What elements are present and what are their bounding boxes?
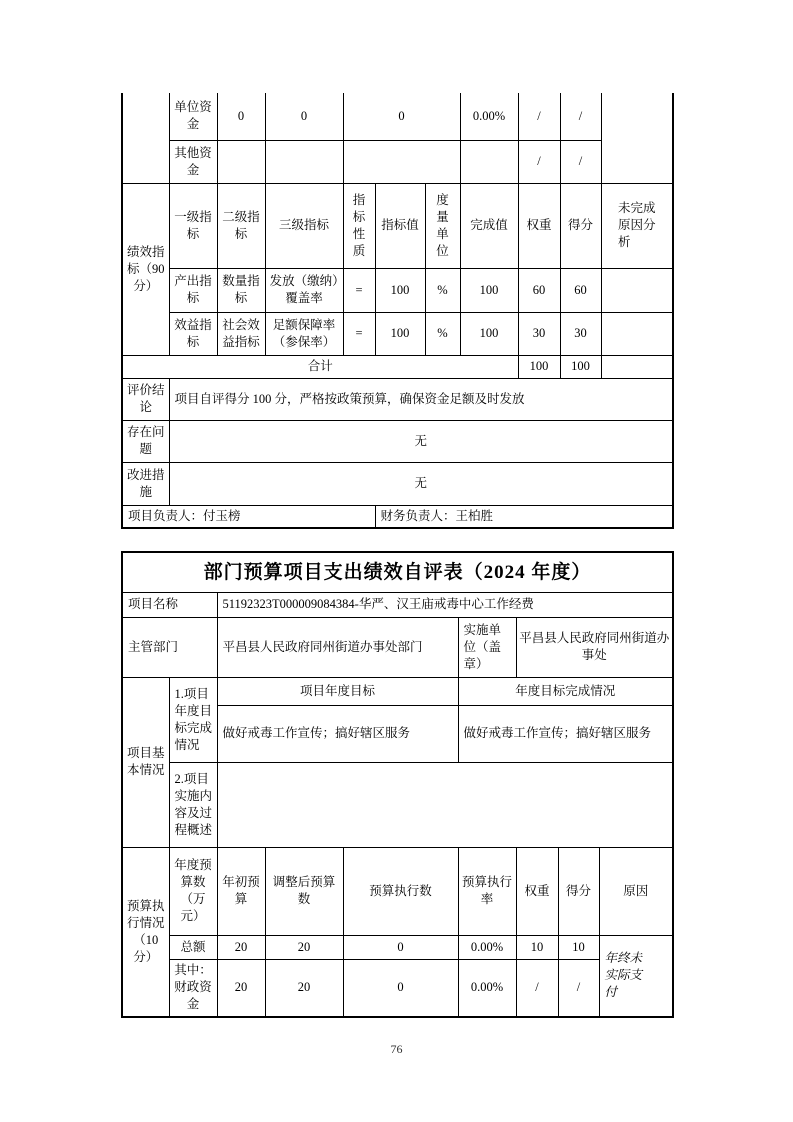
rate-header-cell: 预算执行率 <box>458 847 516 935</box>
page-number: 76 <box>390 1042 403 1056</box>
score-header-cell: 得分 <box>558 847 599 935</box>
unfinished-header-text: 未完成原因分析 <box>618 201 656 249</box>
total-score-cell: 100 <box>560 355 601 378</box>
other-funds-score-cell: / <box>560 140 601 183</box>
unit-funds-label-cell: 单位资金 <box>169 93 217 140</box>
output-level1-cell: 产出指标 <box>169 268 217 312</box>
table-row <box>122 505 673 528</box>
table-title: 部门预算项目支出绩效自评表（2024 年度） <box>122 552 673 592</box>
output-score-cell: 60 <box>560 268 601 312</box>
other-funds-initial-cell <box>217 140 265 183</box>
impl-unit-value-cell: 平昌县人民政府同州街道办事处 <box>516 617 673 677</box>
total-executed-cell: 0 <box>343 935 458 959</box>
value-header-cell: 指标值 <box>375 183 425 268</box>
benefit-nature-cell: = <box>343 312 375 355</box>
goal-header-cell: 项目年度目标 <box>217 677 458 705</box>
level1-header-cell: 一级指标 <box>169 183 217 268</box>
table-row <box>122 552 673 592</box>
output-value-cell: 100 <box>375 268 425 312</box>
table-row <box>122 378 673 420</box>
output-level2-cell: 数量指标 <box>217 268 265 312</box>
adjusted-budget-header-cell: 调整后预算数 <box>265 847 343 935</box>
benefit-weight-cell: 30 <box>518 312 560 355</box>
fiscal-score-cell: / <box>558 959 599 1017</box>
benefit-level1-cell: 效益指标 <box>169 312 217 355</box>
fiscal-adjusted-cell: 20 <box>265 959 343 1017</box>
project-name-label-cell: 项目名称 <box>122 592 217 617</box>
unit-funds-initial-cell: 0 <box>217 93 265 140</box>
project-lead-cell: 项目负责人：付玉榜 <box>122 505 375 528</box>
impl-unit-label-cell <box>458 617 516 677</box>
project-name-value-cell: 51192323T000009084384-华严、汉王庙戒毒中心工作经费 <box>217 592 673 617</box>
funding-reason-cell <box>601 93 673 183</box>
table-row <box>122 268 673 312</box>
budget-reason-note-cell <box>599 935 673 1017</box>
total-label-cell: 合计 <box>122 355 518 378</box>
fiscal-initial-cell: 20 <box>217 959 265 1017</box>
output-nature-cell: = <box>343 268 375 312</box>
goal-label-cell: 1.项目年度目标完成情况 <box>169 677 217 762</box>
performance-section-label-cell: 绩效指标（90 分） <box>122 183 169 355</box>
other-funds-adjusted-cell <box>265 140 343 183</box>
table-row <box>122 355 673 378</box>
measures-text-cell: 无 <box>169 462 673 505</box>
unit-funds-score-cell: / <box>560 93 601 140</box>
score-header-cell: 得分 <box>560 183 601 268</box>
self-eval-table-2024 <box>121 551 674 1018</box>
table-row <box>122 312 673 355</box>
weight-header-cell: 权重 <box>516 847 558 935</box>
goal-done-header-cell: 年度目标完成情况 <box>458 677 673 705</box>
total-reason-cell <box>601 355 673 378</box>
self-eval-table-continued <box>121 93 674 529</box>
table-row <box>122 183 673 268</box>
table-row <box>122 420 673 462</box>
table-row <box>122 959 673 1017</box>
weight-header-cell: 权重 <box>518 183 560 268</box>
fiscal-rate-cell: 0.00% <box>458 959 516 1017</box>
output-level3-cell: 发放（缴纳）覆盖率 <box>265 268 343 312</box>
nature-header-text: 指标性质 <box>352 192 366 258</box>
unit-funds-executed-cell: 0 <box>343 93 460 140</box>
section-label-empty-cell <box>122 93 169 183</box>
table-row <box>122 462 673 505</box>
benefit-score-cell: 30 <box>560 312 601 355</box>
page-content <box>121 93 672 1057</box>
completion-header-cell: 完成值 <box>460 183 518 268</box>
other-funds-rate-cell <box>460 140 518 183</box>
total-weight-cell: 100 <box>518 355 560 378</box>
table-row <box>122 93 673 140</box>
conclusion-text-cell: 项目自评得分 100 分，严格按政策预算，确保资金足额及时发放 <box>169 378 673 420</box>
budget-section-label-cell: 预算执行情况（10 分） <box>122 847 169 1017</box>
benefit-level3-cell: 足额保障率（参保率） <box>265 312 343 355</box>
total-rate-cell: 0.00% <box>458 935 516 959</box>
table-row <box>122 617 673 677</box>
impl-desc-value-cell <box>217 762 673 847</box>
unfinished-header-cell <box>601 183 673 268</box>
other-funds-label-cell: 其他资金 <box>169 140 217 183</box>
dept-value-cell: 平昌县人民政府同州街道办事处部门 <box>217 617 458 677</box>
conclusion-label-cell: 评价结论 <box>122 378 169 420</box>
level3-header-cell: 三级指标 <box>265 183 343 268</box>
table-row <box>122 847 673 935</box>
budget-reason-note-text: 年终未实际支付 <box>604 951 643 1000</box>
reason-header-cell: 原因 <box>599 847 673 935</box>
benefit-completion-cell: 100 <box>460 312 518 355</box>
unit-funds-rate-cell: 0.00% <box>460 93 518 140</box>
goal-value-cell: 做好戒毒工作宣传；搞好辖区服务 <box>217 705 458 762</box>
dept-label-cell: 主管部门 <box>122 617 217 677</box>
total-adjusted-cell: 20 <box>265 935 343 959</box>
impl-desc-label-cell: 2.项目实施内容及过程概述 <box>169 762 217 847</box>
output-unit-cell: % <box>425 268 460 312</box>
benefit-value-cell: 100 <box>375 312 425 355</box>
benefit-unit-cell: % <box>425 312 460 355</box>
benefit-reason-cell <box>601 312 673 355</box>
unit-header-cell <box>425 183 460 268</box>
total-initial-cell: 20 <box>217 935 265 959</box>
fiscal-executed-cell: 0 <box>343 959 458 1017</box>
table-row <box>122 592 673 617</box>
unit-header-text: 度量单位 <box>436 192 449 258</box>
table-row <box>122 935 673 959</box>
level2-header-cell: 二级指标 <box>217 183 265 268</box>
nature-header-cell <box>343 183 375 268</box>
total-score-cell: 10 <box>558 935 599 959</box>
impl-unit-label-text: 实施单位（盖章） <box>463 622 502 671</box>
table-row <box>122 677 673 705</box>
fiscal-row-label-cell: 其中：财政资金 <box>169 959 217 1017</box>
total-weight-cell: 10 <box>516 935 558 959</box>
annual-budget-header-cell: 年度预算数（万元） <box>169 847 217 935</box>
initial-budget-header-cell: 年初预算 <box>217 847 265 935</box>
executed-header-cell: 预算执行数 <box>343 847 458 935</box>
measures-label-cell: 改进措施 <box>122 462 169 505</box>
table-row <box>122 762 673 847</box>
total-row-label-cell: 总额 <box>169 935 217 959</box>
unit-funds-weight-cell: / <box>518 93 560 140</box>
unit-funds-adjusted-cell: 0 <box>265 93 343 140</box>
table-row <box>122 140 673 183</box>
goal-done-value-cell: 做好戒毒工作宣传；搞好辖区服务 <box>458 705 673 762</box>
output-completion-cell: 100 <box>460 268 518 312</box>
finance-lead-cell: 财务负责人：王柏胜 <box>375 505 673 528</box>
problems-label-cell: 存在问题 <box>122 420 169 462</box>
benefit-level2-cell: 社会效益指标 <box>217 312 265 355</box>
basic-section-label-cell: 项目基本情况 <box>122 677 169 847</box>
output-reason-cell <box>601 268 673 312</box>
other-funds-executed-cell <box>343 140 460 183</box>
problems-text-cell: 无 <box>169 420 673 462</box>
output-weight-cell: 60 <box>518 268 560 312</box>
other-funds-weight-cell: / <box>518 140 560 183</box>
fiscal-weight-cell: / <box>516 959 558 1017</box>
